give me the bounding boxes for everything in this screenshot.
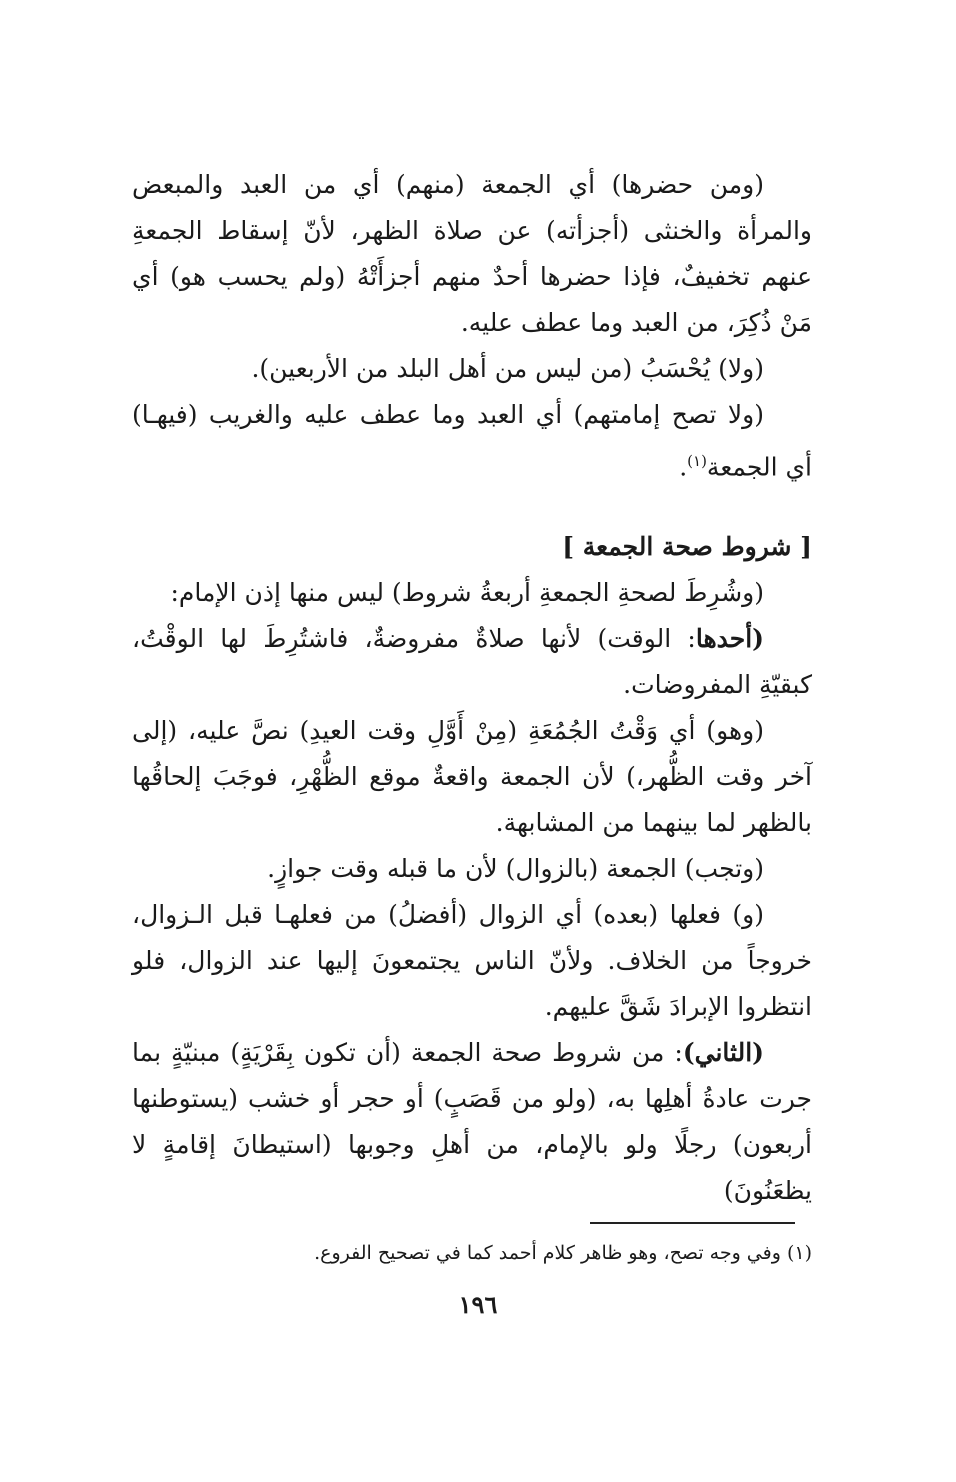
second-condition-label: (الثاني) [682,1038,764,1067]
paragraph-second-condition [132,1030,812,1214]
page-number: ١٩٦ [458,1290,498,1319]
paragraph-obligation: (وتجب) الجمعة (بالزوال) لأن ما قبله وقت جوازٍ. [267,854,764,883]
paragraph-first-condition [132,616,812,708]
footnote-divider [590,1222,795,1224]
paragraph-preference: (و) فعلها (بعده) أي الزوال (أفضلُ) من فعلهـا قبل الـزوال، خروجاً من الخلاف. ولأنّ الناس يجتمعونَ إليها عند الزوال، فلو انتظروا الإبرادَ شَقَّ عليهم. [132,900,812,1021]
paragraph-conditions-intro: (وشُرِطَ لصحةِ الجمعةِ أربعةُ شروط) ليس منها إذن الإمام: [170,578,764,607]
body-text-section [132,524,812,1214]
paragraph-time: (وهو) أي وَقْتُ الجُمُعَةِ (مِنْ أَوَّلِ وقت العيدِ) نصَّ عليه، (إلى آخر وقت الظُّهر،) لأن الجمعة واقعةٌ موقع الظُّهْرِ، فوجَبَ إلحاقُها بالظهر لما بينهما من المشابهة. [132,716,812,837]
paragraph-imamate [132,392,812,490]
second-condition-text: : من شروط صحة الجمعة (أن تكون بِقَرْيَةٍ) مبنيّةٍ بما جرت عادةُ أهلِها به، (ولو من قَصَبٍ) أو حجر أو خشب (يستوطنها أربعون) رجلًا ولو بالإمام، من أهلِ وجوبها (استيطانَ إقامةٍ لا يظعَنُونَ) [132,1038,812,1205]
footnote-ref-tail: . [679,452,688,482]
paragraph-attendance: (ومن حضرها) أي الجمعة (منهم) أي من العبد والمبعض والمرأة والخنثى (أجزأته) عن صلاة الظهر، لأنّ إسقاط الجمعةِ عنهم تخفيفٌ، فإذا حضرها أحدٌ منهم أجزأَتْهُ (ولم يحسب هو) أي مَنْ ذُكِرَ، من العبد وما عطف عليه. [132,170,812,337]
body-text-top [132,162,812,490]
first-condition-text: : الوقت) لأنها صلاةٌ مفروضةٌ، فاشتُرِطَ لها الوقْتُ، كبقيّةِ المفروضات. [132,624,812,699]
paragraph-not-counted: (ولا) يُحْسَبُ (من ليس من أهل البلد من الأربعين). [251,354,764,383]
section-heading: [ شروط صحة الجمعة ] [562,532,812,561]
footnote: (١) وفي وجه تصح، وهو ظاهر كلام أحمد كما في تصحيح الفروع. [314,1242,812,1264]
imamate-text: (ولا تصح إمامتهم) أي العبد وما عطف عليه والغريب (فيهـا) أي الجمعة [132,400,812,482]
first-condition-label: (أحدها [695,624,764,653]
footnote-ref: (١) [687,452,707,470]
